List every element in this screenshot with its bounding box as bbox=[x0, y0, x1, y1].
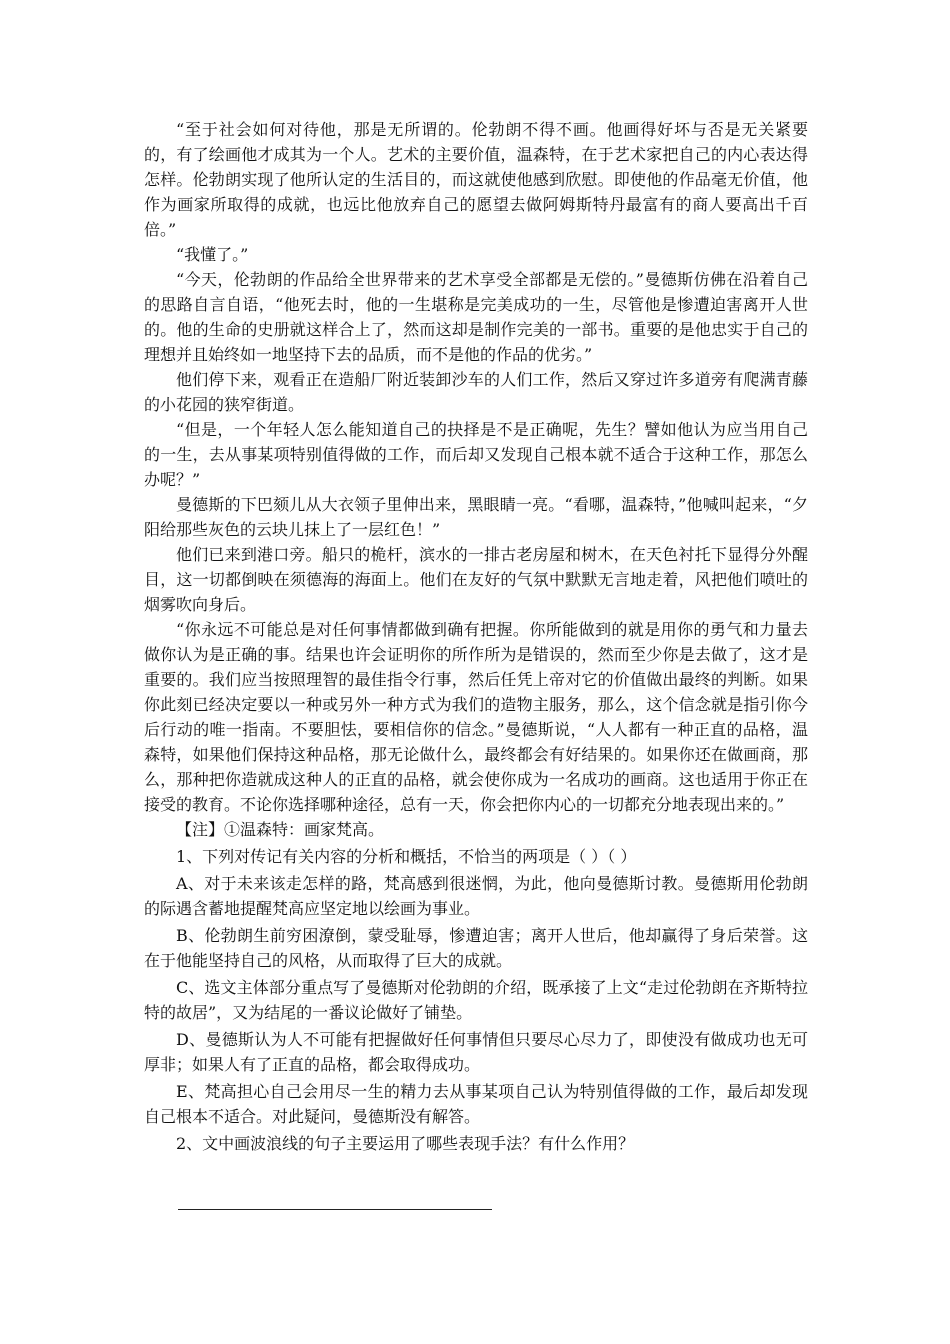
document-body bbox=[144, 117, 808, 1156]
question-1-option-e: E、梵高担心自己会用尽一生的精力去从事某项自己认为特别值得做的工作，最后却发现自己根本不适合。对此疑问，曼德斯没有解答。 bbox=[144, 1082, 808, 1126]
paragraph: “至于社会如何对待他，那是无所谓的。伦勃朗不得不画。他画得好坏与否是无关紧要的，有了绘画他才成其为一个人。艺术的主要价值，温森特，在于艺术家把自己的内心表达得怎样。伦勃朗实现了他所认定的生活目的，而这就使他感到欣慰。即使他的作品毫无价值，他作为画家所取得的成就，也远比他放弃自己的愿望去做阿姆斯特丹最富有的商人要高出千百倍。” bbox=[144, 120, 808, 239]
paragraph: 曼德斯的下巴颏儿从大衣领子里伸出来，黑眼睛一亮。“看哪，温森特，”他喊叫起来，“夕阳给那些灰色的云块儿抹上了一层红色！” bbox=[144, 495, 808, 539]
paragraph: 他们已来到港口旁。船只的桅杆，滨水的一排古老房屋和树木，在天色衬托下显得分外醒目，这一切都倒映在须德海的海面上。他们在友好的气氛中默默无言地走着，风把他们喷吐的烟雾吹向身后。 bbox=[144, 545, 808, 614]
paragraph: “今天，伦勃朗的作品给全世界带来的艺术享受全部都是无偿的。”曼德斯仿佛在沿着自己的思路自言自语，“他死去时，他的一生堪称是完美成功的一生，尽管他是惨遭迫害离开人世的。他的生命的史册就这样合上了，然而这却是制作完美的一部书。重要的是他忠实于自己的理想并且始终如一地坚持下去的品质，而不是他的作品的优劣。” bbox=[144, 270, 808, 364]
paragraph: “你永远不可能总是对任何事情都做到确有把握。你所能做到的就是用你的勇气和力量去做你认为是正确的事。结果也许会证明你的所作所为是错误的，然而至少你是去做了，这才是重要的。我们应当按照理智的最佳指令行事，然后任凭上帝对它的价值做出最终的判断。如果你此刻已经决定要以一种或另外一种方式为我们的造物主服务，那么，这个信念就是指引你今后行动的唯一指南。不要胆怯，要相信你的信念。”曼德斯说，“人人都有一种正直的品格，温森特，如果他们保持这种品格，那无论做什么，最终都会有好结果的。如果你还在做画商，那么，那种把你造就成这种人的正直的品格，就会使你成为一名成功的画商。这也适用于你正在接受的教育。不论你选择哪种途径，总有一天，你会把你内心的一切都充分地表现出来的。” bbox=[144, 620, 808, 814]
question-1-stem: 1、下列对传记有关内容的分析和概括，不恰当的两项是（ ）（ ） bbox=[176, 847, 637, 866]
answer-line bbox=[178, 1209, 492, 1210]
footnote: 【注】①温森特：画家梵高。 bbox=[176, 820, 385, 839]
question-1-option-a: A、对于未来该走怎样的路，梵高感到很迷惘，为此，他向曼德斯讨教。曼德斯用伦勃朗的际遇含蓄地提醒梵高应坚定地以绘画为事业。 bbox=[144, 874, 808, 918]
question-2-stem: 2、文中画波浪线的句子主要运用了哪些表现手法？有什么作用？ bbox=[176, 1134, 635, 1153]
paragraph: “我懂了。” bbox=[176, 245, 249, 264]
paragraph: “但是，一个年轻人怎么能知道自己的抉择是不是正确呢，先生？譬如他认为应当用自己的一生，去从事某项特别值得做的工作，而后却又发现自己根本就不适合于这种工作，那怎么办呢？” bbox=[144, 420, 808, 489]
question-1-option-b: B、伦勃朗生前穷困潦倒，蒙受耻辱，惨遭迫害；离开人世后，他却赢得了身后荣誉。这在于他能坚持自己的风格，从而取得了巨大的成就。 bbox=[144, 926, 808, 970]
question-1-option-d: D、曼德斯认为人不可能有把握做好任何事情但只要尽心尽力了，即使没有做成功也无可厚非；如果人有了正直的品格，都会取得成功。 bbox=[144, 1030, 808, 1074]
question-1-option-c: C、选文主体部分重点写了曼德斯对伦勃朗的介绍，既承接了上文“走过伦勃朗在齐斯特拉特的故居”，又为结尾的一番议论做好了铺垫。 bbox=[144, 978, 808, 1022]
paragraph: 他们停下来，观看正在造船厂附近装卸沙车的人们工作，然后又穿过许多道旁有爬满青藤的小花园的狭窄街道。 bbox=[144, 370, 808, 414]
